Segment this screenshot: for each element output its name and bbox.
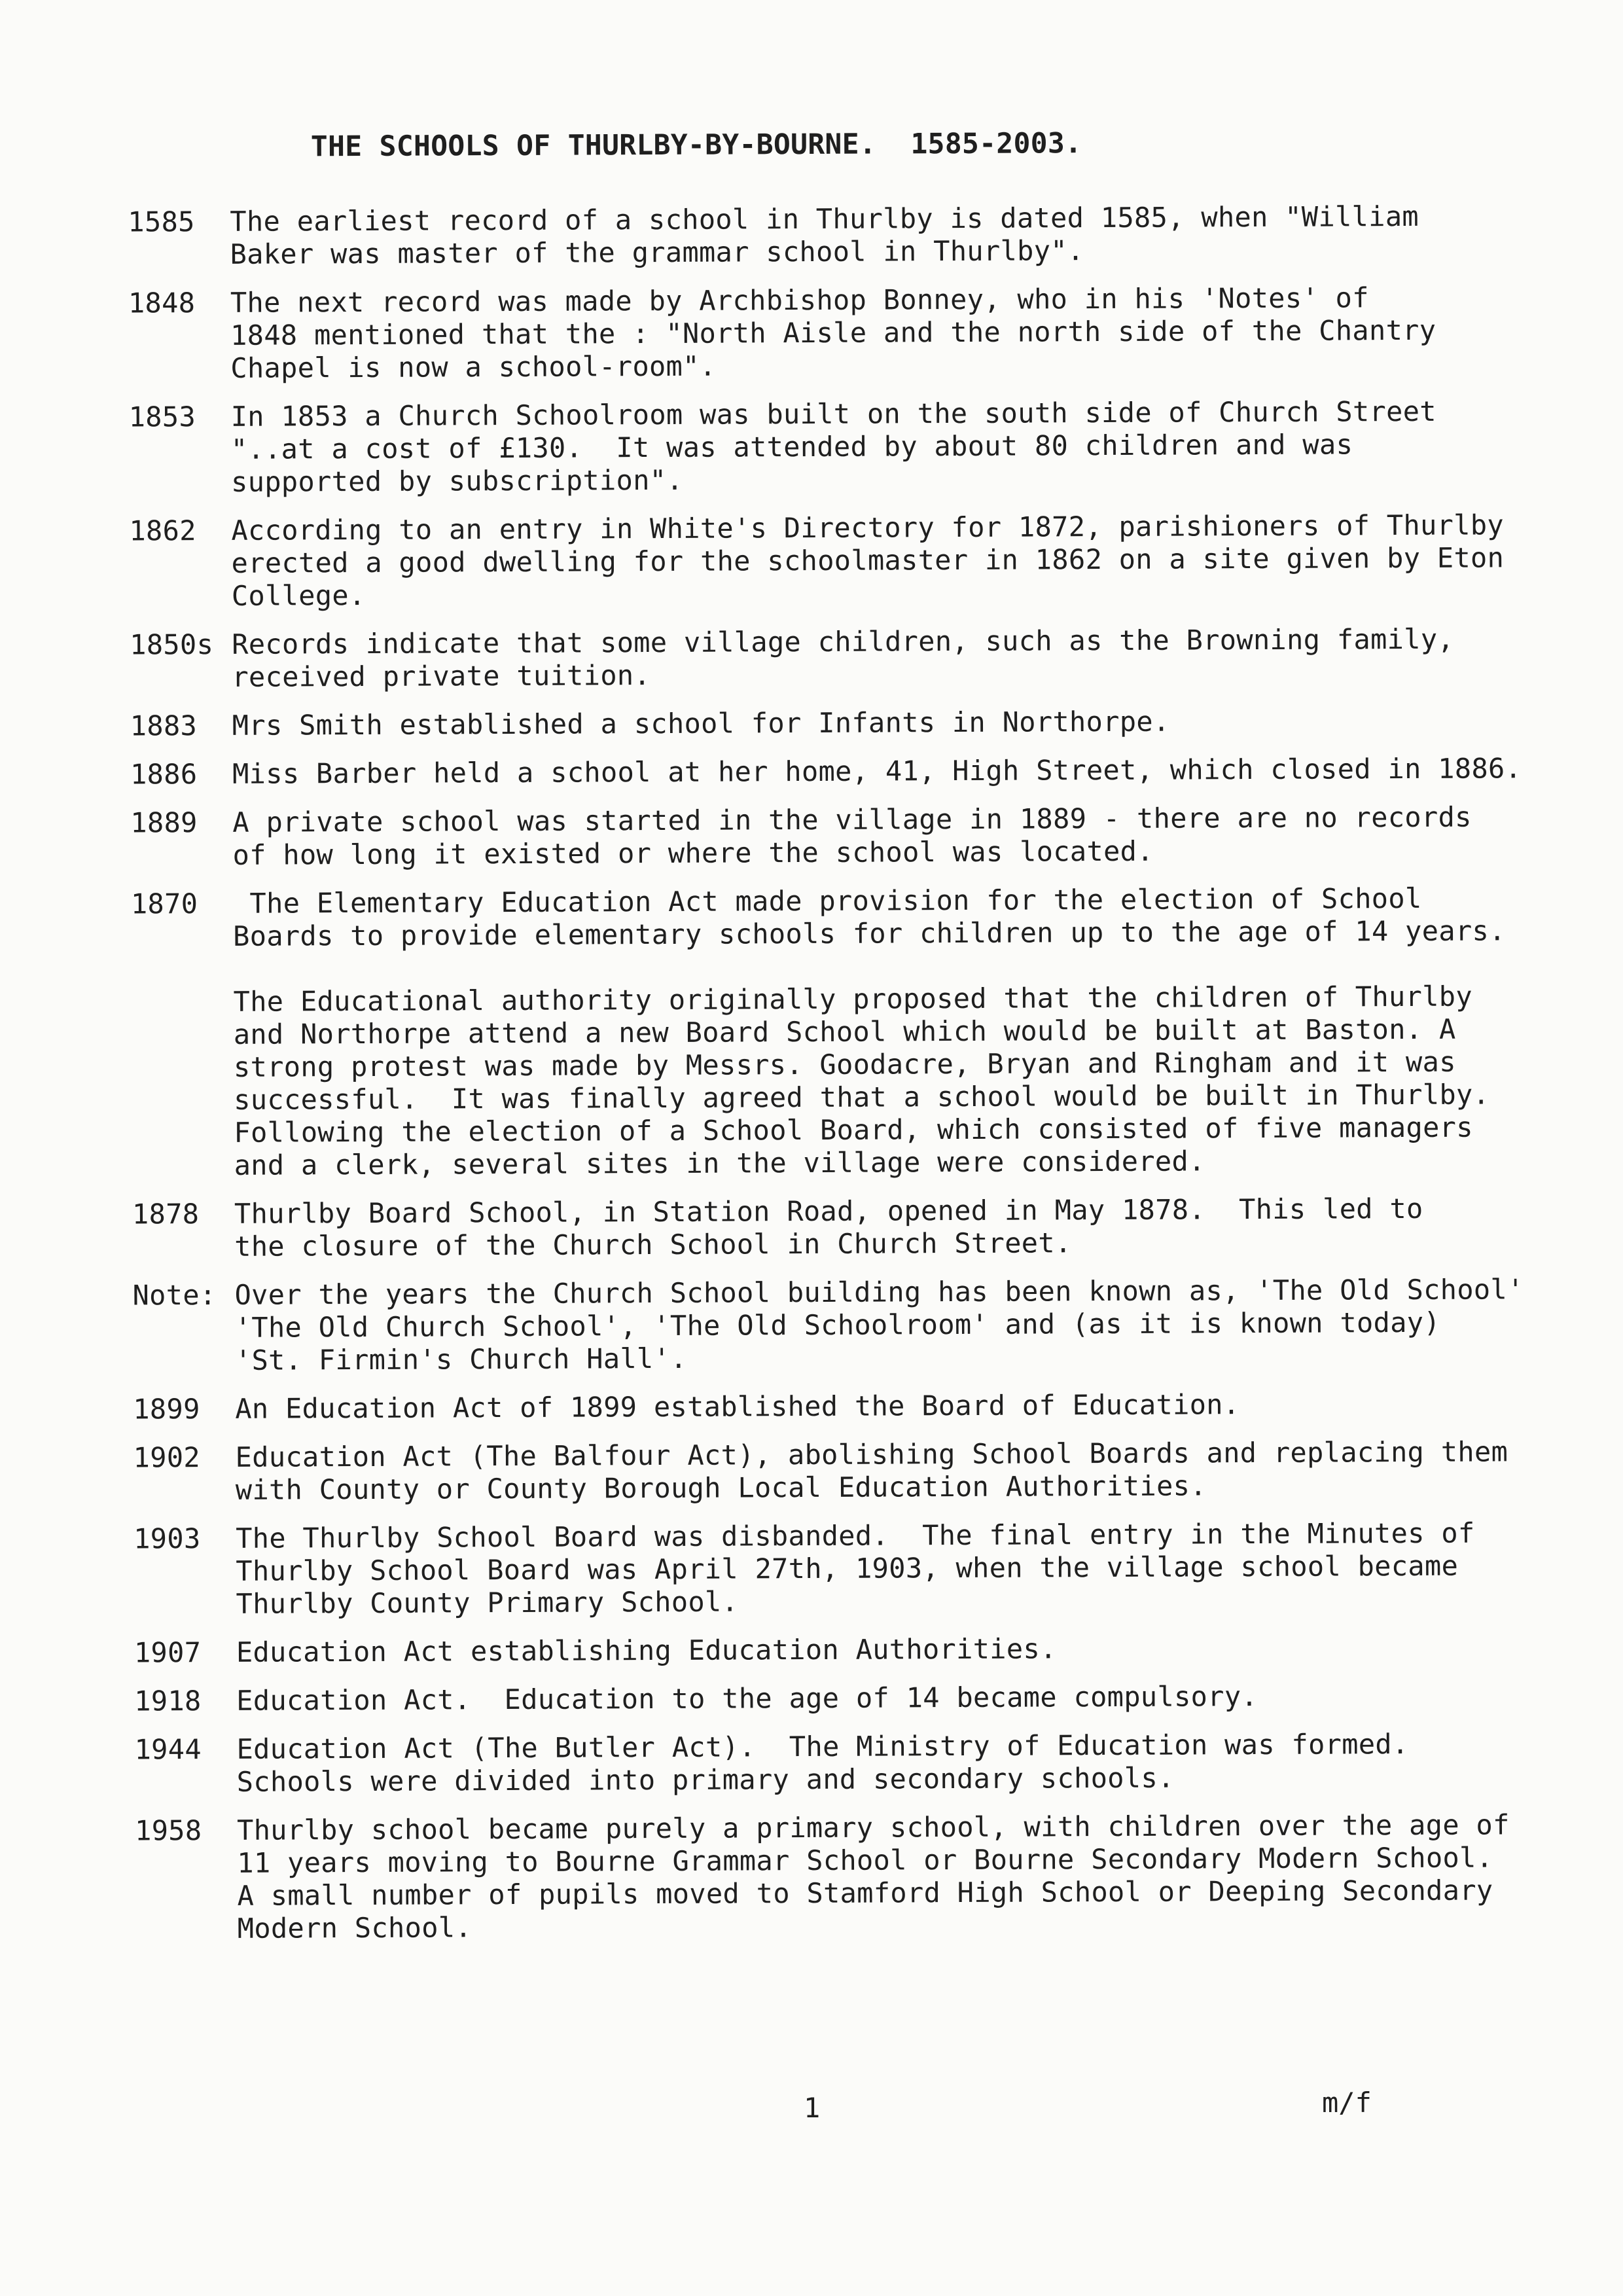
entry-text: Education Act establishing Education Authorities. [236,1632,1057,1668]
entry-text: An Education Act of 1899 established the Board of Education. [235,1388,1240,1425]
timeline-entry-1918 [134,1679,1561,1718]
entry-year: 1853 [128,401,196,433]
entry-text: Mrs Smith established a school for Infants in Northorpe. [232,705,1170,742]
entry-text: Education Act. Education to the age of 14 became compulsory. [236,1680,1258,1717]
entry-text: Education Act (The Butler Act). The Ministry of Education was formed. Schools were divided into primary and secondary schools. [236,1728,1409,1798]
timeline-entry-1944 [134,1727,1561,1799]
timeline-entry-1889 [130,800,1557,872]
entry-year: 1903 [134,1522,201,1555]
timeline [128,200,1562,1945]
entry-text: In 1853 a Church Schoolroom was built on the south side of Church Street "..at a cost of £130. It was attended by about 80 children and was supported by subscription". [230,395,1436,498]
entry-text: Miss Barber held a school at her home, 41, High Street, which closed in 1886. [232,752,1522,790]
footer-page-number: 1 [804,2092,821,2124]
entry-year: 1850s [130,628,214,661]
entry-year: 1870 [130,888,198,920]
entry-text: The earliest record of a school in Thurlby is dated 1585, when "William Baker was master of the grammar school in Thurlby". [230,200,1419,270]
page-title: THE SCHOOLS OF THURLBY-BY-BOURNE. 1585-2003. [310,127,1082,164]
timeline-entry-1902 [133,1435,1560,1507]
entry-year: 1883 [130,709,198,742]
entry-year: 1889 [130,806,198,839]
entry-text: A private school was started in the village in 1889 - there are no records of how long it existed or where the school was located. [232,800,1472,871]
entry-text: The next record was made by Archbishop Bonney, who in his 'Notes' of 1848 mentioned that the : "North Aisle and the north side of the Chantry Chapel is now a school-room". [230,281,1436,384]
entry-year: 1848 [128,287,196,319]
entry-year: 1918 [134,1685,202,1717]
timeline-entry-1899 [133,1387,1560,1426]
entry-text: The Elementary Education Act made provision for the election of School Boards to provide elementary schools for children up to the age of 14 years. The Educational authority originally proposed that the children of Thurlby and Northorpe attend a new Board School which would be built at Baston. A strong protest was made by Messrs. Goodacre, Bryan and Ringham and it was successful. It was finally agreed that a school would be built in Thurlby. Following the election of a School Board, which consisted of five managers and a clerk, several sites in the village were considered. [232,882,1506,1181]
timeline-entry-1878 [132,1192,1559,1264]
timeline-entry-1585 [128,200,1554,272]
entry-text: Education Act (The Balfour Act), abolishing School Boards and replacing them with County or County Borough Local Education Authorities. [235,1435,1508,1506]
timeline-entry-1903 [134,1516,1561,1621]
entry-text: Thurlby school became purely a primary school, with children over the age of 11 years moving to Bourne Grammar School or Bourne Secondary Modern School. A small number of pupils moved to Stamford High School or Deeping Secondary Modern School. [236,1808,1510,1945]
entry-year: 1886 [130,758,198,791]
entry-year: 1907 [134,1636,202,1669]
entry-text: Over the years the Church School building has been known as, 'The Old School' 'The Old Church School', 'The Old Schoolroom' and (as it is known today) 'St. Firmin's Church Hall'. [234,1273,1524,1376]
timeline-entry-1886 [130,752,1557,791]
timeline-entry-1883 [130,704,1557,743]
entry-text: The Thurlby School Board was disbanded. The final entry in the Minutes of Thurlby School Board was April 27th, 1903, when the village school became Thurlby County Primary School. [236,1516,1475,1620]
timeline-entry-1870 [131,882,1559,1183]
entry-year: 1944 [134,1733,202,1766]
entry-year: 1585 [128,206,195,238]
entry-year: Note: [132,1278,217,1312]
timeline-entry-1853 [129,395,1556,499]
timeline-entry-1848 [128,281,1556,386]
timeline-entry-1862 [129,509,1556,613]
entry-year: 1902 [133,1441,201,1474]
entry-year: 1958 [134,1814,202,1847]
footer-initials: m/f [1322,2087,1372,2119]
timeline-entry-1907 [134,1630,1561,1670]
entry-text: According to an entry in White's Directory for 1872, parishioners of Thurlby erected a good dwelling for the schoolmaster in 1862 on a site given by Eton College. [231,509,1505,612]
timeline-entry-1958 [135,1808,1562,1946]
entry-text: Thurlby Board School, in Station Road, opened in May 1878. This led to the closure of the Church School in Church Street. [234,1192,1423,1263]
timeline-entry-1850s [130,622,1556,694]
entry-year: 1899 [133,1393,200,1426]
entry-text: Records indicate that some village children, such as the Browning family, received private tuition. [232,622,1455,693]
entry-year: 1862 [129,514,196,547]
entry-year: 1878 [132,1198,200,1230]
timeline-entry-note [132,1273,1560,1378]
